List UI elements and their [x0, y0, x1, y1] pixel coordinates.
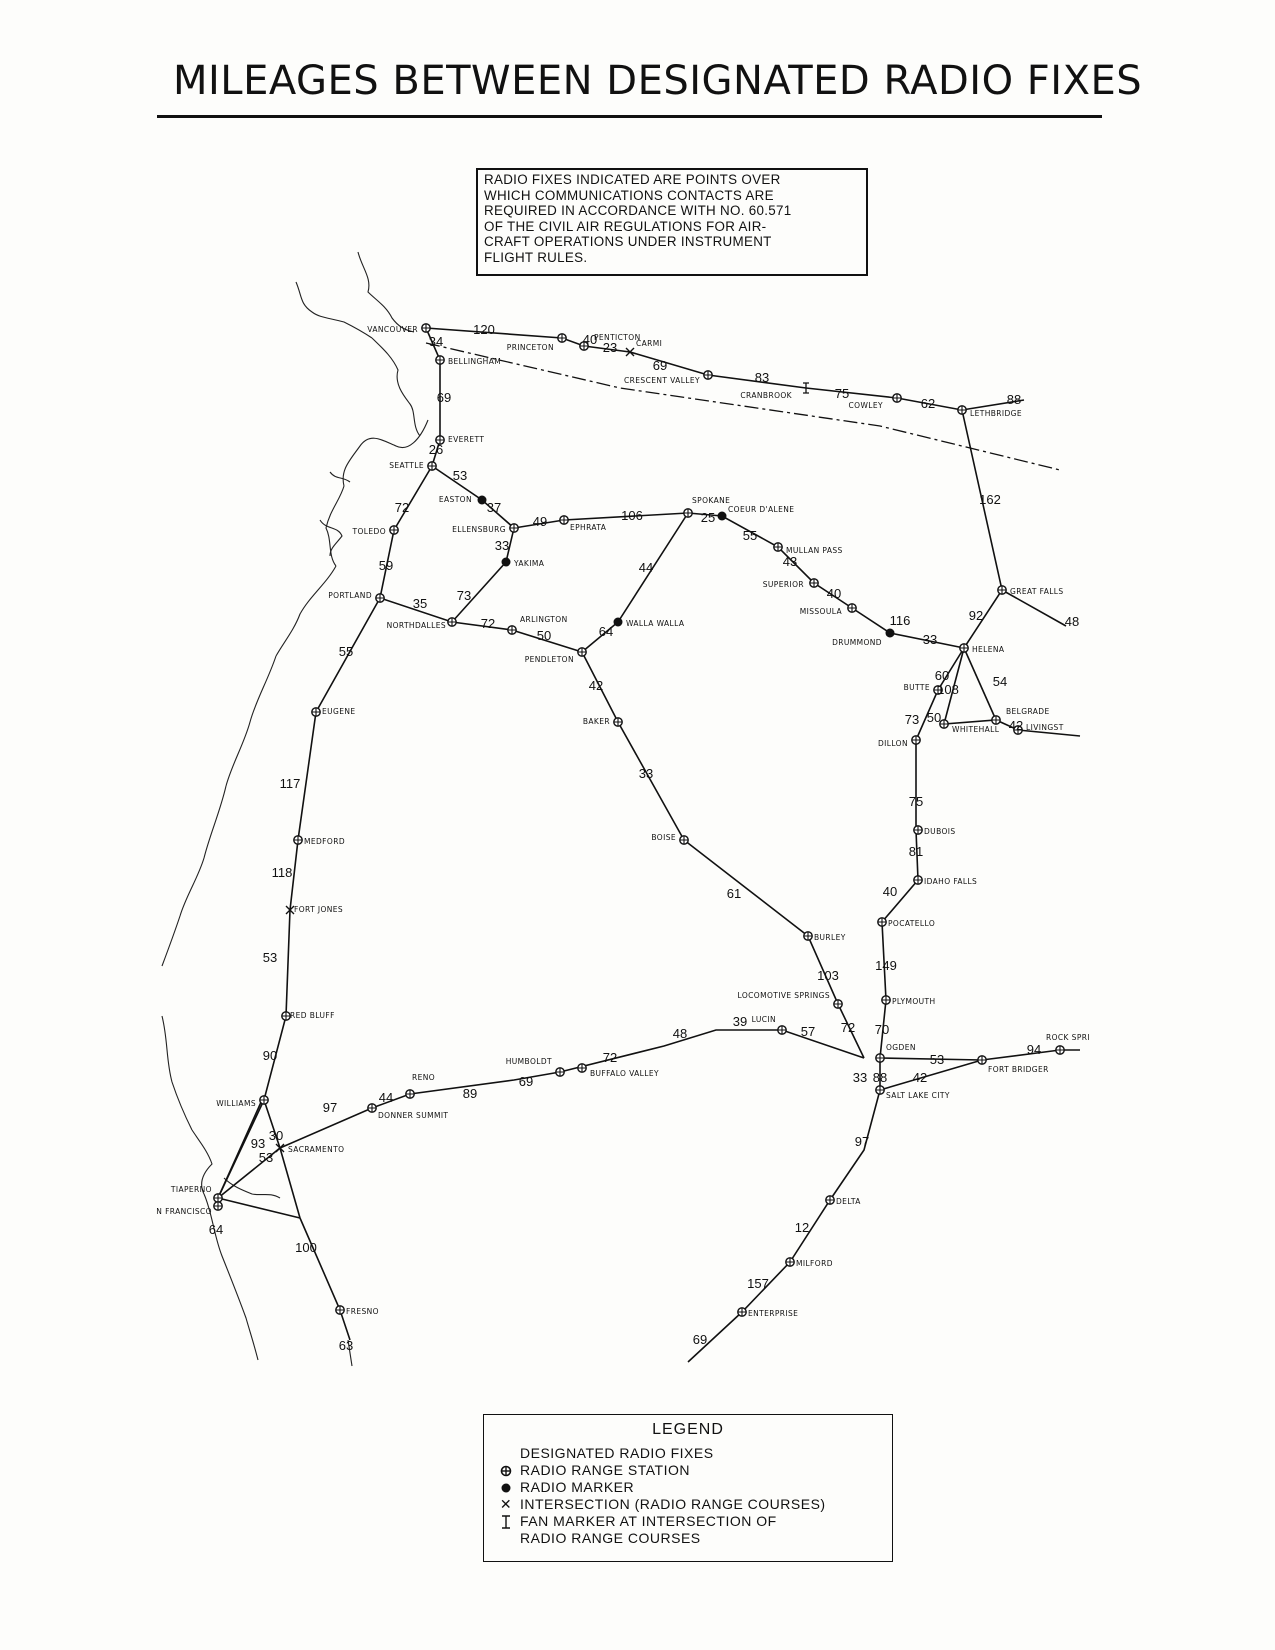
fix-label: DUBOIS	[924, 827, 956, 836]
fix-label: TIAPERNO	[170, 1185, 212, 1194]
fix-station	[578, 1064, 659, 1078]
mileage-label: 33	[494, 538, 510, 553]
fix-station	[282, 1011, 335, 1020]
legend-row	[492, 1479, 884, 1496]
mileage-label: 72	[602, 1050, 618, 1065]
mileage-label: 72	[394, 500, 410, 515]
mileage-label: 100	[295, 1240, 317, 1255]
fix-fan-marker	[740, 383, 809, 400]
fix-station	[406, 1073, 435, 1098]
mileage-label: 69	[436, 390, 452, 405]
mileage-label: 40	[826, 586, 842, 601]
fix-label: HELENA	[972, 645, 1005, 654]
legend-label: RADIO RANGE STATION	[520, 1462, 690, 1478]
mileage-label: 69	[692, 1332, 708, 1347]
fan-marker-icon	[492, 1515, 520, 1529]
mileage-label: 43	[782, 554, 798, 569]
mileage-label: 53	[452, 468, 468, 483]
notice-line: FLIGHT RULES.	[484, 249, 588, 265]
mileage-label: 50	[536, 628, 552, 643]
mileage-label: 64	[598, 624, 614, 639]
fix-station	[651, 833, 688, 844]
fix-label: SEATTLE	[389, 461, 424, 470]
airway-routes	[218, 328, 1080, 1362]
fix-label: NORTHDALLES	[386, 621, 446, 630]
fix-label: COWLEY	[848, 401, 883, 410]
fix-label: FORT JONES	[294, 905, 344, 914]
legend-label: INTERSECTION (RADIO RANGE COURSES)	[520, 1496, 826, 1512]
mileage-label: 92	[968, 608, 984, 623]
fix-label: BUFFALO VALLEY	[590, 1069, 659, 1078]
radio-range-station-icon	[492, 1465, 520, 1477]
fix-label: GREAT FALLS	[1010, 587, 1064, 596]
fix-station	[294, 836, 345, 846]
mileage-label: 88	[872, 1070, 888, 1085]
fix-station	[452, 524, 518, 534]
fix-station	[763, 579, 818, 589]
fix-label: DRUMMOND	[832, 638, 882, 647]
fix-station	[738, 1308, 799, 1318]
fix-marker	[832, 629, 894, 648]
fix-label: COEUR D'ALENE	[728, 505, 795, 514]
fix-label: ELLENSBURG	[452, 525, 506, 534]
fix-station	[878, 918, 935, 928]
fix-label: FRESNO	[346, 1307, 379, 1316]
legend-heading: DESIGNATED RADIO FIXES	[520, 1445, 714, 1461]
fix-label: DONNER SUMMIT	[378, 1111, 449, 1120]
intersection-icon: ✕	[499, 1496, 513, 1512]
mileage-label: 116	[889, 613, 911, 628]
fix-label: MILFORD	[796, 1259, 833, 1268]
fix-label: TOLEDO	[352, 527, 386, 536]
fix-station	[583, 717, 622, 726]
legend-heading-row	[492, 1445, 884, 1462]
fix-label: ROCK SPRI	[1046, 1033, 1090, 1042]
fix-label: BOISE	[651, 833, 676, 842]
mileage-label: 40	[882, 884, 898, 899]
mileage-label: 26	[428, 442, 444, 457]
mileage-label: 108	[937, 682, 959, 697]
fix-label: EPHRATA	[570, 523, 607, 532]
mileage-label: 39	[732, 1014, 748, 1029]
mileage-label: 103	[817, 968, 839, 983]
mileage-label: 25	[700, 510, 716, 525]
fix-label: DELTA	[836, 1197, 861, 1206]
fix-station	[156, 1202, 222, 1216]
page-title: MILEAGES BETWEEN DESIGNATED RADIO FIXES	[173, 58, 1143, 104]
mileage-label: 75	[908, 794, 924, 809]
fix-station	[328, 591, 384, 602]
mileage-label: 94	[1026, 1042, 1042, 1057]
fix-label: WALLA WALLA	[626, 619, 685, 628]
fix-marker	[502, 558, 545, 569]
fix-station	[170, 1185, 222, 1202]
notice-line: OF THE CIVIL AIR REGULATIONS FOR AIR-	[484, 218, 767, 234]
fix-label: RENO	[412, 1073, 436, 1082]
mileage-label: 64	[208, 1222, 224, 1237]
mileage-label: 81	[908, 844, 924, 859]
mileage-label: 50	[926, 710, 942, 725]
mileage-label: 42	[912, 1070, 928, 1085]
mileage-label: 54	[992, 674, 1008, 689]
mileage-label: 33	[922, 632, 938, 647]
mileage-label: 88	[1006, 392, 1022, 407]
mileage-label: 33	[852, 1070, 868, 1085]
fix-label: BURLEY	[814, 933, 846, 942]
mileage-label: 35	[412, 596, 428, 611]
mileage-label: 48	[672, 1026, 688, 1041]
fix-station	[506, 1057, 564, 1076]
fix-station	[914, 876, 977, 886]
fix-label: RED BLUFF	[290, 1011, 335, 1020]
fix-station	[436, 356, 501, 366]
fix-label: BAKER	[582, 717, 610, 726]
legend-label: RADIO RANGE COURSES	[520, 1530, 701, 1546]
fix-station	[958, 406, 1022, 418]
fix-label: CARMI	[636, 339, 663, 348]
fix-station	[998, 586, 1064, 596]
mileage-label: 97	[322, 1100, 338, 1115]
legend-row	[492, 1513, 884, 1530]
fix-station	[367, 324, 430, 334]
fix-label: WILLIAMS	[216, 1099, 256, 1108]
fix-label: LIVINGST	[1026, 723, 1064, 732]
mileage-label: 57	[800, 1024, 816, 1039]
mileage-label: 69	[652, 358, 668, 373]
mileage-label: 48	[1064, 614, 1080, 629]
mileage-label: 61	[726, 886, 742, 901]
mileage-label: 89	[462, 1086, 478, 1101]
fix-station	[752, 1015, 787, 1034]
fix-marker	[614, 618, 685, 629]
mileage-label: 70	[874, 1022, 890, 1037]
fix-label: ARLINGTON	[520, 615, 568, 624]
fix-label: PORTLAND	[328, 591, 372, 600]
fix-label: SACRAMENTO	[288, 1145, 345, 1154]
fix-label: EASTON	[438, 495, 472, 504]
fix-label: MISSOULA	[799, 607, 842, 616]
fix-label: SUPERIOR	[762, 580, 804, 589]
mileage-label: 93	[250, 1136, 266, 1151]
legend-label: FAN MARKER AT INTERSECTION OF	[520, 1513, 777, 1529]
fix-station	[786, 1258, 833, 1268]
mileage-label: 49	[532, 514, 548, 529]
fix-label: BUTTE	[903, 683, 930, 692]
fix-label: PRINCETON	[506, 343, 554, 352]
legend-label: RADIO MARKER	[520, 1479, 635, 1495]
mileage-label: 42	[588, 678, 604, 693]
fix-layer	[156, 324, 1090, 1318]
mileage-label: 55	[338, 644, 354, 659]
fix-station	[368, 1104, 449, 1120]
fix-label: WHITEHALL	[952, 725, 1000, 734]
mileage-label: 118	[271, 865, 293, 880]
mileage-label: 72	[840, 1020, 856, 1035]
fix-label: PENTICTON	[594, 333, 641, 342]
fix-label: DILLON	[878, 739, 908, 748]
mileage-label: 62	[920, 396, 936, 411]
fix-label: CRANBROOK	[740, 391, 792, 400]
fix-station	[738, 991, 843, 1008]
fix-label: MEDFORD	[304, 837, 345, 846]
mileage-label: 55	[742, 528, 758, 543]
mileage-label: 30	[268, 1128, 284, 1143]
fix-station	[800, 604, 856, 616]
fix-station	[826, 1196, 861, 1206]
mileage-label: 72	[480, 616, 496, 631]
legend-title: LEGEND	[652, 1421, 724, 1438]
fix-station	[312, 707, 356, 716]
fix-label: PLYMOUTH	[892, 997, 936, 1006]
mileage-label: 44	[638, 560, 654, 575]
mileage-label: 63	[338, 1338, 354, 1353]
notice-line: RADIO FIXES INDICATED ARE POINTS OVER	[484, 172, 781, 187]
mileage-label: 106	[621, 508, 643, 523]
fix-label: CRESCENT VALLEY	[624, 376, 700, 385]
fix-station	[882, 996, 936, 1006]
fix-label: MULLAN PASS	[786, 546, 843, 555]
legend-row	[492, 1496, 884, 1513]
fix-marker	[718, 505, 795, 521]
mileage-label: 117	[279, 776, 301, 791]
mileage-label: 83	[754, 370, 770, 385]
mileage-label: 73	[904, 712, 920, 727]
fix-label: VANCOUVER	[367, 325, 418, 334]
mileage-label: 44	[378, 1090, 394, 1105]
fix-station	[914, 826, 956, 836]
radio-marker-icon	[492, 1482, 520, 1494]
fix-label: LOCOMOTIVE SPRINGS	[737, 991, 830, 1000]
fix-intersection	[286, 905, 343, 914]
fix-label: PENDLETON	[524, 655, 574, 664]
mileage-label: 59	[378, 558, 394, 573]
fix-label: SPOKANE	[692, 496, 731, 505]
notice-line: REQUIRED IN ACCORDANCE WITH NO. 60.571	[484, 203, 792, 218]
mileage-label: 162	[979, 492, 1001, 507]
mileage-label: 42	[1008, 718, 1024, 733]
mileage-label: 40	[582, 332, 598, 347]
fix-label: LETHBRIDGE	[970, 409, 1023, 418]
mileage-label: 73	[456, 588, 472, 603]
fix-label: HUMBOLDT	[505, 1057, 552, 1066]
mileage-label: 60	[934, 668, 950, 683]
legend-box	[483, 1414, 893, 1562]
fix-label: SALT LAKE CITY	[886, 1091, 950, 1100]
fix-label: POCATELLO	[888, 919, 936, 928]
mileage-label: 149	[875, 958, 897, 973]
mileage-label: 33	[638, 766, 654, 781]
fix-label: IDAHO FALLS	[924, 877, 978, 886]
notice-line: CRAFT OPERATIONS UNDER INSTRUMENT	[484, 234, 772, 249]
fix-station	[878, 736, 920, 748]
legend-row	[492, 1462, 884, 1479]
mileage-label: 69	[518, 1074, 534, 1089]
mileage-label: 53	[258, 1150, 274, 1165]
mileage-label: 157	[747, 1276, 769, 1291]
mileage-label: 23	[602, 340, 618, 355]
fix-label: BELGRADE	[1006, 707, 1050, 716]
fix-label: OGDEN	[886, 1043, 916, 1052]
fix-label: EUGENE	[322, 707, 356, 716]
mileage-label: 75	[834, 386, 850, 401]
mileage-label: 97	[854, 1134, 870, 1149]
fix-label: EVERETT	[448, 435, 485, 444]
mileage-label: 53	[929, 1052, 945, 1067]
fix-label: ENTERPRISE	[748, 1309, 799, 1318]
mileage-label: 90	[262, 1048, 278, 1063]
fix-label: LUCIN	[751, 1015, 776, 1024]
fix-marker	[439, 495, 487, 505]
mileage-label: 37	[486, 500, 502, 515]
mileage-label: 12	[794, 1220, 810, 1235]
mileage-label: 53	[262, 950, 278, 965]
fix-station	[352, 526, 399, 536]
notice-line: WHICH COMMUNICATIONS CONTACTS ARE	[484, 187, 774, 203]
legend-row	[492, 1530, 884, 1547]
fix-label: N FRANCISCO	[156, 1207, 212, 1216]
mileage-label: 34	[428, 334, 444, 349]
fix-label: BELLINGHAM	[448, 357, 502, 366]
fix-label: FORT BRIDGER	[988, 1065, 1049, 1074]
fix-label: YAKIMA	[514, 559, 545, 568]
fix-station	[389, 461, 436, 470]
mileage-label: 120	[473, 322, 495, 337]
